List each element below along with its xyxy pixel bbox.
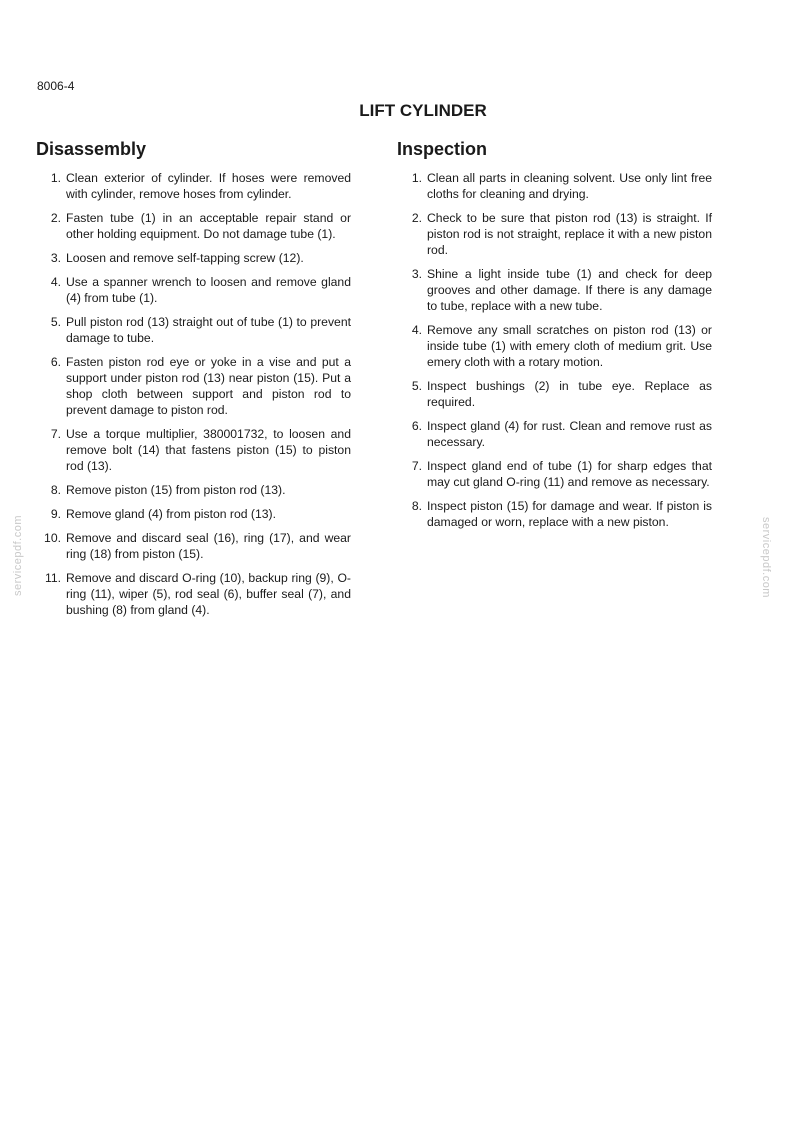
step-number: 2. bbox=[50, 211, 61, 225]
step-number: 5. bbox=[411, 379, 422, 393]
disassembly-step bbox=[36, 170, 351, 202]
disassembly-step bbox=[36, 354, 351, 418]
step-number: 2. bbox=[411, 211, 422, 225]
step-text: Inspect piston (15) for damage and wear. If piston is damaged or worn, replace with a new piston. bbox=[427, 499, 712, 529]
disassembly-step bbox=[36, 274, 351, 306]
disassembly-step bbox=[36, 210, 351, 242]
inspection-step bbox=[397, 378, 712, 410]
disassembly-step bbox=[36, 314, 351, 346]
step-text: Use a torque multiplier, 380001732, to loosen and remove bolt (14) that fastens piston (15) to piston rod (13). bbox=[66, 427, 351, 473]
step-text: Fasten tube (1) in an acceptable repair stand or other holding equipment. Do not damage tube (1). bbox=[66, 211, 351, 241]
page-title: LIFT CYLINDER bbox=[359, 101, 487, 120]
step-number: 3. bbox=[411, 267, 422, 281]
step-number: 7. bbox=[50, 427, 61, 441]
step-number: 10. bbox=[44, 531, 61, 545]
step-number: 8. bbox=[411, 499, 422, 513]
step-number: 4. bbox=[50, 275, 61, 289]
step-number: 1. bbox=[411, 171, 422, 185]
step-text: Inspect bushings (2) in tube eye. Replace as required. bbox=[427, 379, 712, 409]
step-text: Remove gland (4) from piston rod (13). bbox=[66, 507, 276, 521]
disassembly-step bbox=[36, 426, 351, 474]
inspection-step bbox=[397, 498, 712, 530]
step-text: Shine a light inside tube (1) and check for deep grooves and other damage. If there is any damage to tube, replace with a new tube. bbox=[427, 267, 712, 313]
step-number: 11. bbox=[44, 571, 61, 585]
step-number: 4. bbox=[411, 323, 422, 337]
inspection-step bbox=[397, 418, 712, 450]
watermark-right: servicepdf.com bbox=[760, 517, 772, 598]
step-number: 5. bbox=[50, 315, 61, 329]
disassembly-section bbox=[36, 138, 351, 626]
inspection-step bbox=[397, 170, 712, 202]
step-text: Remove piston (15) from piston rod (13). bbox=[66, 483, 286, 497]
inspection-step bbox=[397, 210, 712, 258]
inspection-heading: Inspection bbox=[397, 139, 488, 159]
inspection-section bbox=[397, 138, 712, 538]
step-number: 3. bbox=[50, 251, 61, 265]
inspection-step bbox=[397, 266, 712, 314]
disassembly-steps bbox=[36, 170, 351, 618]
disassembly-heading: Disassembly bbox=[36, 139, 147, 159]
step-text: Remove and discard seal (16), ring (17), and wear ring (18) from piston (15). bbox=[66, 531, 351, 561]
step-text: Use a spanner wrench to loosen and remove gland (4) from tube (1). bbox=[66, 275, 351, 305]
disassembly-step bbox=[36, 570, 351, 618]
step-number: 1. bbox=[50, 171, 61, 185]
step-number: 6. bbox=[50, 355, 61, 369]
disassembly-step bbox=[36, 250, 351, 266]
page-number: 8006-4 bbox=[37, 79, 75, 93]
step-text: Inspect gland end of tube (1) for sharp edges that may cut gland O-ring (11) and remove as necessary. bbox=[427, 459, 712, 489]
step-number: 9. bbox=[50, 507, 61, 521]
step-text: Check to be sure that piston rod (13) is straight. If piston rod is not straight, replace it with a new piston rod. bbox=[427, 211, 712, 257]
step-text: Clean all parts in cleaning solvent. Use only lint free cloths for cleaning and drying. bbox=[427, 171, 712, 201]
step-text: Pull piston rod (13) straight out of tube (1) to prevent damage to tube. bbox=[66, 315, 351, 345]
inspection-steps bbox=[397, 170, 712, 530]
step-text: Remove and discard O-ring (10), backup ring (9), O-ring (11), wiper (5), rod seal (6), buffer seal (7), and bushing (8) from gland (4). bbox=[66, 571, 351, 617]
inspection-step bbox=[397, 322, 712, 370]
step-text: Remove any small scratches on piston rod (13) or inside tube (1) with emery cloth of medium grit. Use emery cloth with a rotary motion. bbox=[427, 323, 712, 369]
step-number: 6. bbox=[411, 419, 422, 433]
disassembly-step bbox=[36, 506, 351, 522]
step-text: Loosen and remove self-tapping screw (12). bbox=[66, 251, 304, 265]
step-text: Clean exterior of cylinder. If hoses were removed with cylinder, remove hoses from cylinder. bbox=[66, 171, 351, 201]
step-text: Inspect gland (4) for rust. Clean and remove rust as necessary. bbox=[427, 419, 712, 449]
disassembly-step bbox=[36, 530, 351, 562]
step-number: 7. bbox=[411, 459, 422, 473]
inspection-step bbox=[397, 458, 712, 490]
step-number: 8. bbox=[50, 483, 61, 497]
disassembly-step bbox=[36, 482, 351, 498]
step-text: Fasten piston rod eye or yoke in a vise and put a support under piston rod (13) near piston (15). Put a shop cloth between support and piston rod to prevent damage to piston rod. bbox=[66, 355, 351, 417]
watermark-left: servicepdf.com bbox=[12, 515, 24, 596]
